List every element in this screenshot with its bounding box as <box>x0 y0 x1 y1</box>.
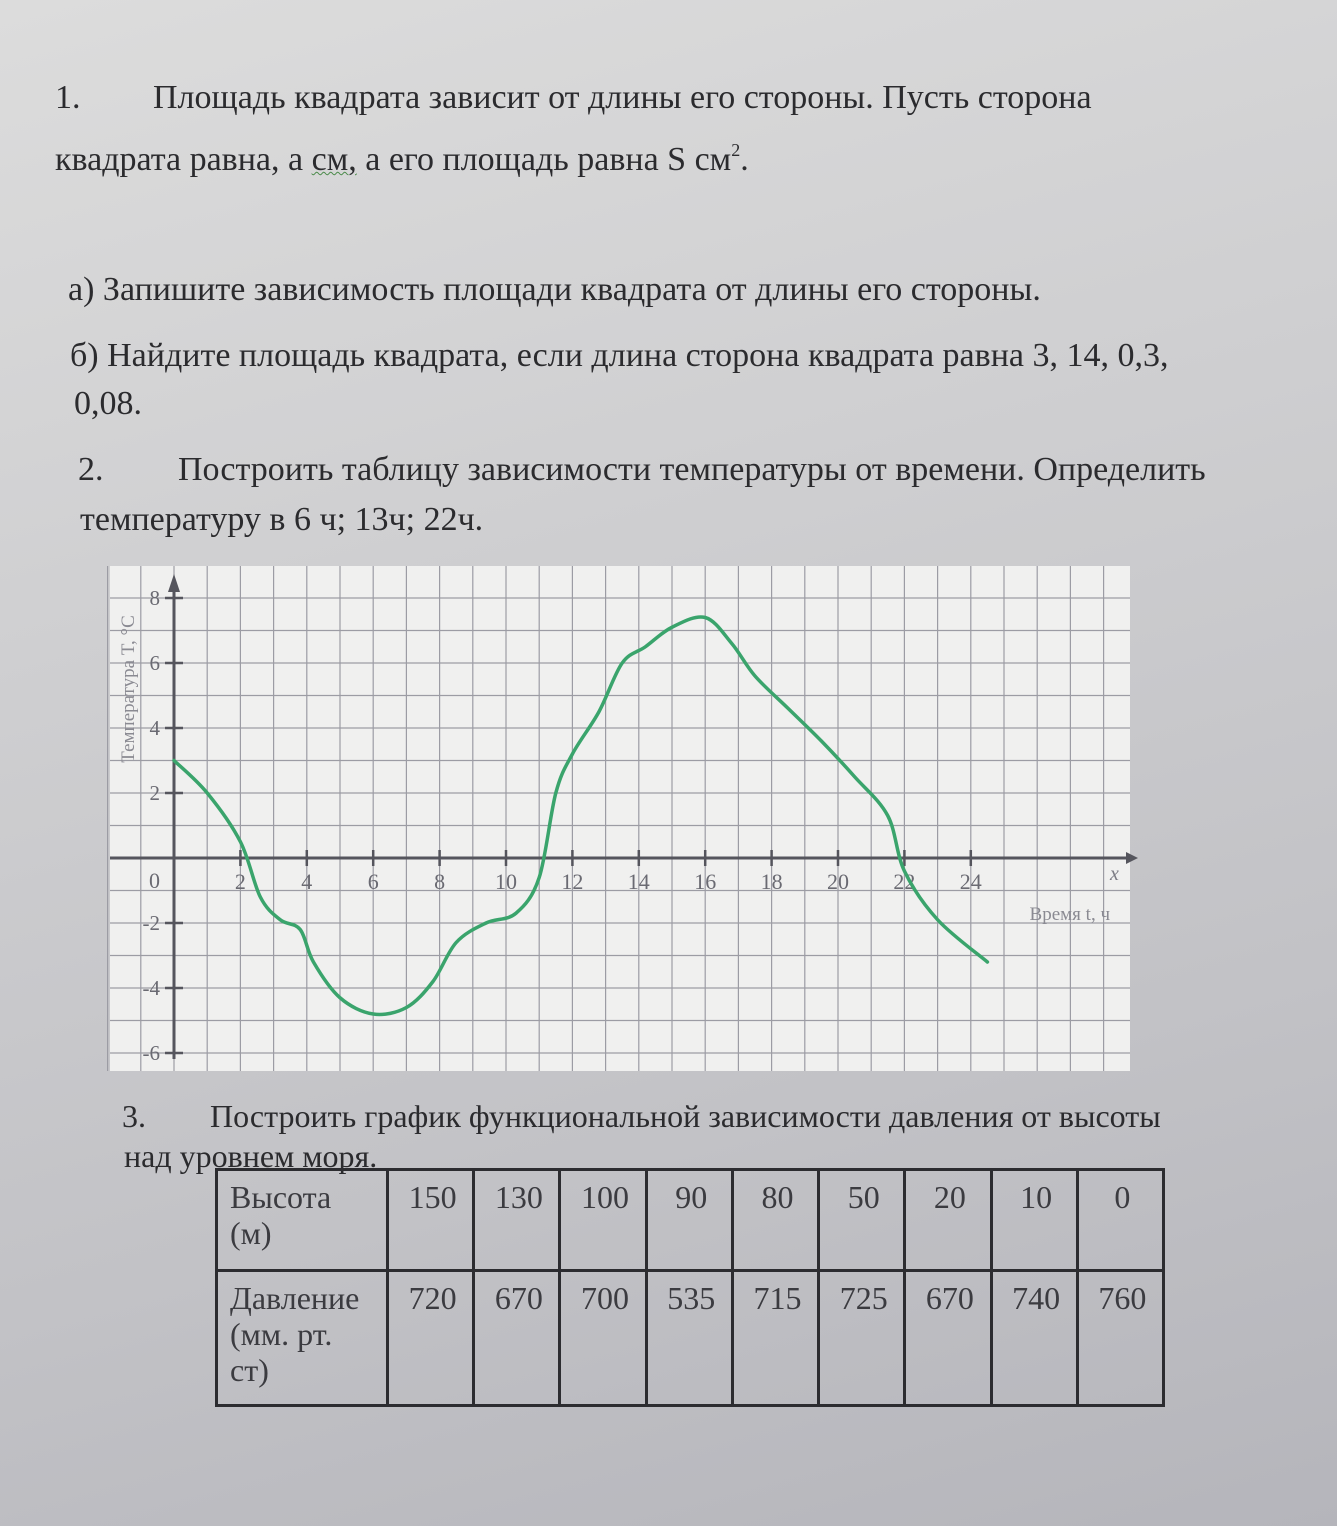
x-tick-label: 10 <box>495 869 517 894</box>
task1-number: 1. <box>55 79 81 116</box>
task3-line2: над уровнем моря. <box>124 1138 378 1174</box>
height-header-cell <box>217 1170 388 1271</box>
x-tick-label: 12 <box>561 869 584 894</box>
task1-subtask-a: а) Запишите зависимость площади квадрата от длины его стороны. <box>68 271 1041 308</box>
chart-paper <box>110 566 1130 1071</box>
x-tick-label: 20 <box>827 869 849 894</box>
task1-text-line1: Площадь квадрата зависит от длины его стороны. Пусть сторона <box>153 79 1092 116</box>
y-tick-label: 8 <box>149 586 160 610</box>
task3-text-line1: Построить график функциональной зависимости давления от высоты <box>210 1098 1161 1134</box>
pressure-cell: 740 <box>991 1271 1077 1406</box>
height-header-line2: (м) <box>230 1215 272 1251</box>
x-tick-label: 4 <box>301 869 313 894</box>
x-tick-label: 2 <box>234 869 246 894</box>
pressure-cell: 670 <box>905 1271 991 1406</box>
pressure-header-line1: Давление <box>230 1280 360 1316</box>
pressure-cell: 720 <box>388 1271 474 1406</box>
origin-label: 0 <box>149 868 160 893</box>
height-header-line1: Высота <box>230 1179 332 1215</box>
temperature-chart <box>90 566 1140 1071</box>
pressure-header-cell <box>217 1271 388 1406</box>
x-tick-label: 14 <box>627 869 650 894</box>
y-tick-label: 6 <box>149 651 160 675</box>
height-cell: 0 <box>1077 1170 1163 1271</box>
table-row-pressure <box>217 1271 1164 1406</box>
x-axis-letter: x <box>1110 863 1119 885</box>
task3-line1 <box>122 1096 1161 1136</box>
pressure-header-line3: ст) <box>230 1352 269 1388</box>
height-cell: 100 <box>560 1170 646 1271</box>
pressure-cell: 725 <box>819 1271 905 1406</box>
pressure-cell: 760 <box>1077 1271 1163 1406</box>
x-axis-arrow <box>1126 852 1138 864</box>
y-tick-label: 2 <box>149 781 160 805</box>
x-tick-label: 22 <box>893 869 916 894</box>
y-tick-label: 4 <box>149 716 160 740</box>
task1-text-end: . <box>740 141 749 178</box>
height-cell: 90 <box>646 1170 732 1271</box>
temperature-chart-svg <box>90 566 1140 1071</box>
height-cell: 150 <box>388 1170 474 1271</box>
task1-unit: см, <box>311 141 357 178</box>
x-tick-label: 6 <box>367 869 379 894</box>
task1-line1 <box>55 78 1092 118</box>
x-tick-label: 24 <box>959 869 982 894</box>
y-tick-label: -6 <box>142 1041 160 1065</box>
task1-subtask-b-line1: б) Найдите площадь квадрата, если длина сторона квадрата равна 3, 14, 0,3, <box>70 337 1169 374</box>
task2-line2: температуру в 6 ч; 13ч; 22ч. <box>80 501 484 538</box>
pressure-cell: 670 <box>474 1271 560 1406</box>
x-axis-label: Время t, ч <box>1029 904 1110 925</box>
pressure-cell: 535 <box>646 1271 732 1406</box>
task2-text-line1: Построить таблицу зависимости температуры от времени. Определить <box>178 451 1206 488</box>
task1-line2 <box>55 130 749 180</box>
table-row-height <box>217 1170 1164 1271</box>
task3-number: 3. <box>122 1098 146 1134</box>
pressure-cell: 700 <box>560 1271 646 1406</box>
y-tick-label: -4 <box>142 976 160 1000</box>
x-tick-label: 18 <box>760 869 783 894</box>
pressure-table <box>215 1168 1165 1407</box>
y-axis-label: Температура T, °C <box>118 615 139 763</box>
height-cell: 50 <box>819 1170 905 1271</box>
task1-text-pre: квадрата равна, а <box>55 141 312 178</box>
task1-subtask-b-line2: 0,08. <box>74 385 142 422</box>
task2-number: 2. <box>78 451 104 488</box>
x-tick-label: 16 <box>694 869 717 894</box>
height-cell: 80 <box>732 1170 818 1271</box>
x-tick-label: 8 <box>434 869 446 894</box>
pressure-cell: 715 <box>732 1271 818 1406</box>
y-tick-label: -2 <box>142 911 160 935</box>
task1-text-post: а его площадь равна S см <box>356 141 732 178</box>
task2-line1 <box>78 450 1206 490</box>
pressure-header-line2: (мм. рт. <box>230 1316 333 1352</box>
task1-superscript: 2 <box>731 140 741 160</box>
height-cell: 130 <box>474 1170 560 1271</box>
height-cell: 20 <box>905 1170 991 1271</box>
height-cell: 10 <box>991 1170 1077 1271</box>
